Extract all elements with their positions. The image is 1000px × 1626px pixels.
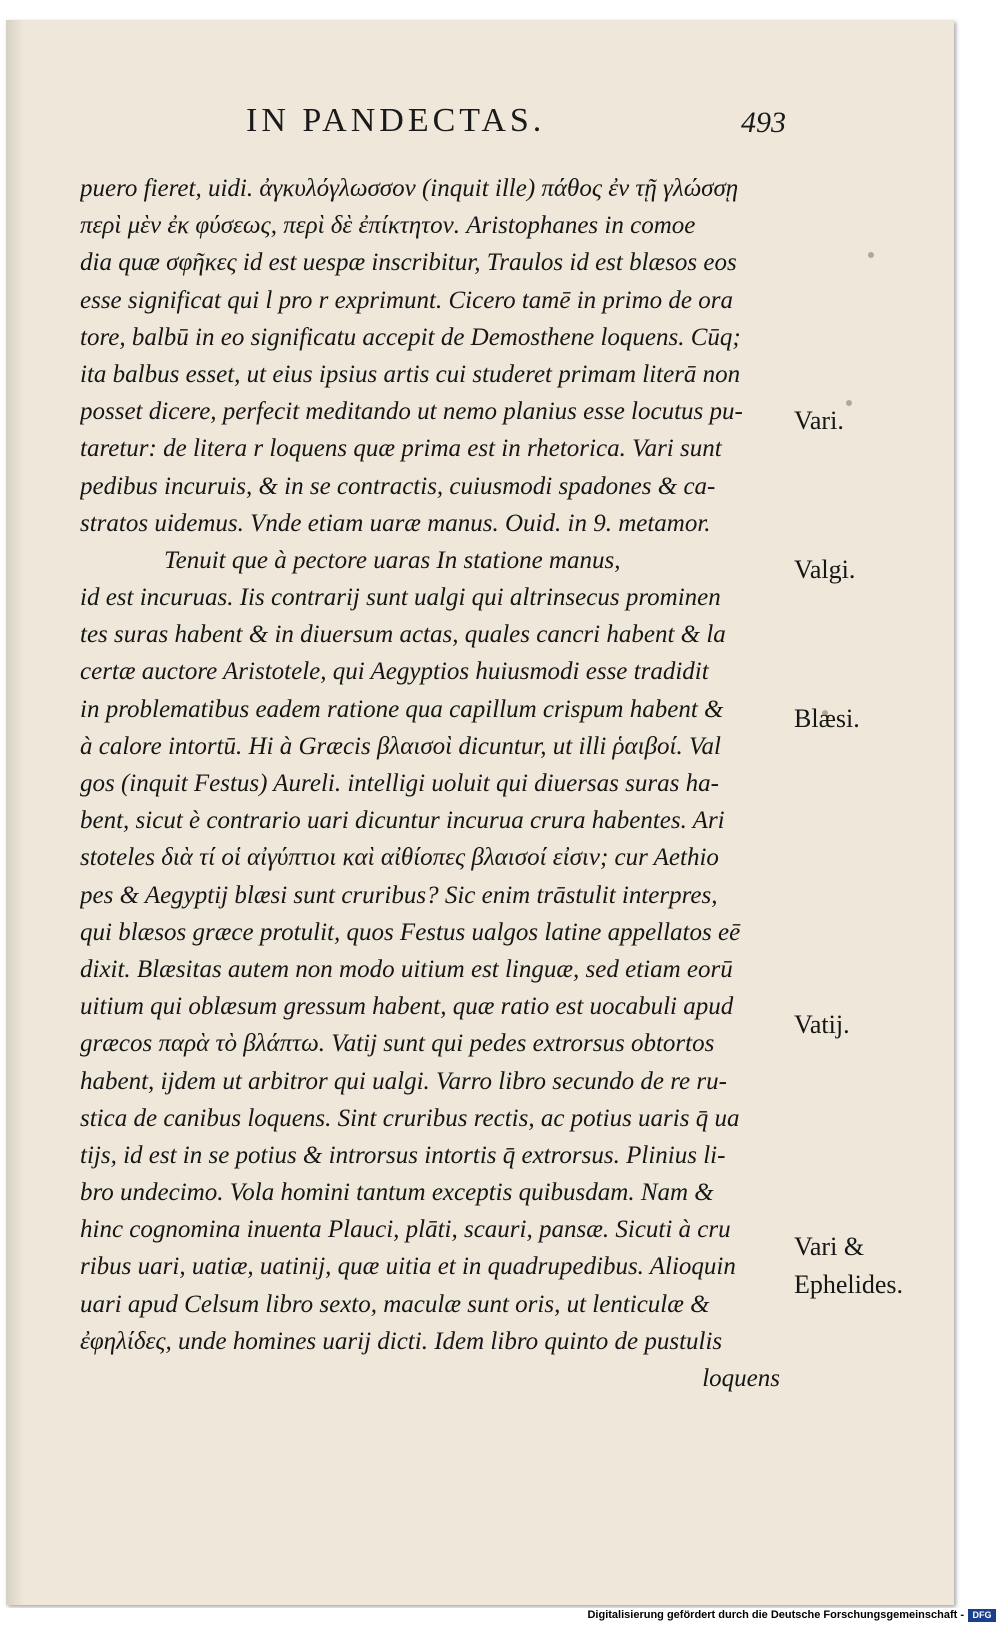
text-line: stica de canibus loquens. Sint cruribus rectis, ac potius uaris q̄ ua	[80, 1104, 740, 1132]
text-line: qui blæsos græce protulit, quos Festus ualgos latine appellatos eē	[80, 918, 741, 946]
text-line: esse significat qui l pro r exprimunt. Cicero tamē in primo de ora	[80, 286, 733, 314]
text-line: gos (inquit Festus) Aureli. intelligi uoluit qui diuersas suras ha-	[80, 770, 719, 797]
running-title: IN PANDECTAS.	[246, 102, 546, 139]
margin-note-valgi: Valgi.	[794, 555, 856, 584]
margin-note-ephelides: Ephelides.	[794, 1270, 904, 1299]
text-line: dixit. Blæsitas autem non modo uitium est linguæ, sed etiam eorū	[80, 955, 733, 983]
text-line: bent, sicut è contrario uari dicuntur incurua crura habentes. Ari	[80, 807, 725, 835]
text-line: à calore intortū. Hi à Græcis βλαισοὶ dicuntur, ut illi ῥαιβοί. Val	[80, 732, 721, 760]
margin-note-vari: Vari.	[794, 406, 844, 435]
ink-spot	[868, 252, 874, 258]
catchword: loquens	[702, 1365, 780, 1392]
text-line: uari apud Celsum libro sexto, maculæ sunt oris, ut lenticulæ &	[80, 1290, 710, 1318]
page-header	[246, 102, 786, 162]
text-line: habent, ijdem ut arbitror qui ualgi. Varro libro secundo de re ru-	[80, 1067, 727, 1095]
margin-note-vari-and: Vari &	[794, 1232, 865, 1261]
text-line: tijs, id est in se potius & introrsus intortis q̄ extrorsus. Plinius li-	[80, 1141, 726, 1169]
text-line: in problematibus eadem ratione qua capillum crispum habent &	[80, 695, 724, 723]
dfg-logo: DFG	[968, 1609, 996, 1622]
text-line: περὶ μὲν ἐκ φύσεως, περὶ δὲ ἐπίκτητον. Aristophanes in comoe	[80, 212, 696, 240]
text-line: puero fieret, uidi. ἀγκυλόγλωσσον (inquit ille) πάθος ἐν τῇ γλώσσῃ	[80, 175, 739, 202]
text-line: ita balbus esset, ut eius ipsius artis cui studeret primam literā non	[80, 360, 741, 388]
text-line: ἐφηλίδες, unde homines uarij dicti. Idem libro quinto de pustulis	[80, 1327, 723, 1355]
text-line: dia quæ σφῆκες id est uespæ inscribitur, Traulos id est blæsos eos	[80, 249, 737, 277]
digitization-credit: Digitalisierung gefördert durch die Deutsche Forschungsgemeinschaft -	[587, 1609, 964, 1621]
book-page	[6, 20, 954, 1605]
text-line: hinc cognomina inuenta Plauci, plāti, scauri, pansæ. Sicuti à cru	[80, 1216, 731, 1244]
ink-spot	[846, 400, 852, 406]
verse-quotation: Tenuit que à pectore uaras In statione manus,	[164, 546, 621, 574]
text-line: ribus uari, uatiæ, uatinij, quæ uitia et in quadrupedibus. Alioquin	[80, 1253, 736, 1281]
text-line: certæ auctore Aristotele, qui Aegyptios huiusmodi esse tradidit	[80, 658, 709, 686]
margin-note-vatij: Vatij.	[794, 1010, 850, 1039]
text-line: posset dicere, perfecit meditando ut nemo planius esse locutus pu-	[80, 398, 743, 426]
text-line: græcos παρὰ τὸ βλάπτω. Vatij sunt qui pedes extrorsus obtortos	[80, 1030, 715, 1058]
margin-note-blaesi: Blæsi.	[794, 704, 860, 733]
text-line: id est incuruas. Iis contrarij sunt ualgi qui altrinsecus prominen	[80, 584, 721, 612]
text-line: uitium qui oblæsum gressum habent, quæ ratio est uocabuli apud	[80, 993, 734, 1021]
text-line: stoteles διὰ τί οἱ αἰγύπτιοι καὶ αἰθίοπες βλαισοί εἰσιν; cur Aethio	[80, 844, 719, 872]
text-line: stratos uidemus. Vnde etiam uaræ manus. Ouid. in 9. metamor.	[80, 509, 711, 537]
text-line: tes suras habent & in diuersum actas, quales cancri habent & la	[80, 621, 726, 649]
text-line: tore, balbū in eo significatu accepit de Demosthene loquens. Cūq;	[80, 323, 741, 351]
ink-spot	[822, 710, 828, 716]
text-line: pedibus incuruis, & in se contractis, cuiusmodi spadones & ca-	[80, 472, 716, 500]
page-number: 493	[741, 106, 786, 139]
text-line: bro undecimo. Vola homini tantum exceptis quibusdam. Nam &	[80, 1179, 714, 1207]
text-line: taretur: de litera r loquens quæ prima est in rhetorica. Vari sunt	[80, 435, 722, 463]
text-line: pes & Aegyptij blæsi sunt cruribus? Sic enim trāstulit interpres,	[80, 881, 718, 909]
body-text	[80, 170, 780, 1397]
